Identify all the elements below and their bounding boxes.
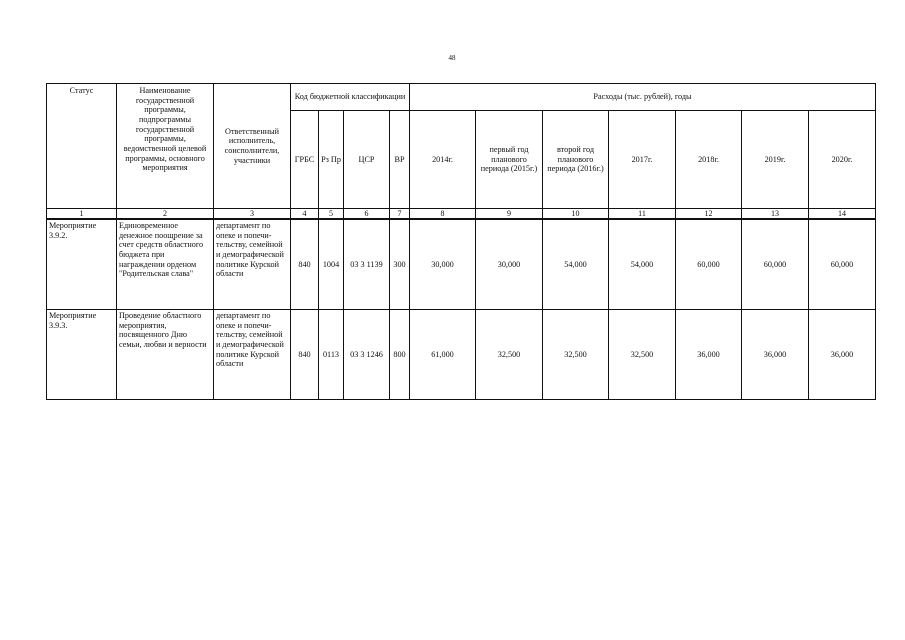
header-row-1: [47, 84, 876, 111]
header-2019: 2019г.: [742, 111, 809, 209]
header-responsible: Ответственный исполнитель, соисполнители, участники: [214, 84, 291, 209]
budget-table: [46, 83, 876, 400]
row-vr: 300: [390, 219, 410, 310]
row-name: Единовременное денежное поощрение за счет средств областного бюджета при награждении орденом "Родительская слава": [117, 219, 214, 310]
row-name: Проведение областного мероприятия, посвященного Дню семьи, любви и верности: [117, 310, 214, 400]
column-number: 3: [214, 209, 291, 220]
header-2016: второй год планового периода (2016г.): [543, 111, 609, 209]
row-value-2017: 32,500: [609, 310, 676, 400]
header-status: Статус: [47, 84, 117, 209]
row-responsible: департамент по опеке и попечи-тельству, семейной и демографической политике Курской области: [214, 219, 291, 310]
row-rzpr: 1004: [319, 219, 344, 310]
header-budget-code: Код бюджетной классификации: [291, 84, 410, 111]
column-number: 8: [410, 209, 476, 220]
column-number: 1: [47, 209, 117, 220]
row-csr: 03 3 1246: [344, 310, 390, 400]
header-2020: 2020г.: [809, 111, 876, 209]
row-rzpr: 0113: [319, 310, 344, 400]
row-grbs: 840: [291, 219, 319, 310]
row-value-2018: 60,000: [676, 219, 742, 310]
header-2014: 2014г.: [410, 111, 476, 209]
header-rzpr: Рз Пр: [319, 111, 344, 209]
column-number: 11: [609, 209, 676, 220]
header-2017: 2017г.: [609, 111, 676, 209]
header-csr: ЦСР: [344, 111, 390, 209]
header-2015: первый год планового периода (2015г.): [476, 111, 543, 209]
row-value-2016: 32,500: [543, 310, 609, 400]
column-number: 10: [543, 209, 609, 220]
row-value-2016: 54,000: [543, 219, 609, 310]
row-responsible: департамент по опеке и попечи-тельству, семейной и демографической политике Курской области: [214, 310, 291, 400]
column-number: 6: [344, 209, 390, 220]
row-status: Мероприятие 3.9.2.: [47, 219, 117, 310]
row-value-2018: 36,000: [676, 310, 742, 400]
header-name: Наименование государственной программы, подпрограммы государственной программы, ведомственной целевой программы, основного мероприятия: [117, 84, 214, 209]
column-number: 2: [117, 209, 214, 220]
column-number: 4: [291, 209, 319, 220]
row-value-2020: 60,000: [809, 219, 876, 310]
row-value-2019: 60,000: [742, 219, 809, 310]
row-value-2014: 61,000: [410, 310, 476, 400]
row-value-2015: 30,000: [476, 219, 543, 310]
row-value-2019: 36,000: [742, 310, 809, 400]
row-grbs: 840: [291, 310, 319, 400]
column-number: 14: [809, 209, 876, 220]
header-2018: 2018г.: [676, 111, 742, 209]
table-row: [47, 219, 876, 310]
column-number: 7: [390, 209, 410, 220]
column-number: 5: [319, 209, 344, 220]
header-vr: ВР: [390, 111, 410, 209]
column-number: 12: [676, 209, 742, 220]
row-csr: 03 3 1139: [344, 219, 390, 310]
row-value-2015: 32,500: [476, 310, 543, 400]
header-grbs: ГРБС: [291, 111, 319, 209]
page-number: 48: [448, 54, 456, 62]
row-value-2017: 54,000: [609, 219, 676, 310]
header-expenses: Расходы (тыс. рублей), годы: [410, 84, 876, 111]
row-value-2014: 30,000: [410, 219, 476, 310]
column-number: 13: [742, 209, 809, 220]
table-row: [47, 310, 876, 400]
row-vr: 800: [390, 310, 410, 400]
row-value-2020: 36,000: [809, 310, 876, 400]
column-number: 9: [476, 209, 543, 220]
column-number-row: [47, 209, 876, 220]
row-status: Мероприятие 3.9.3.: [47, 310, 117, 400]
